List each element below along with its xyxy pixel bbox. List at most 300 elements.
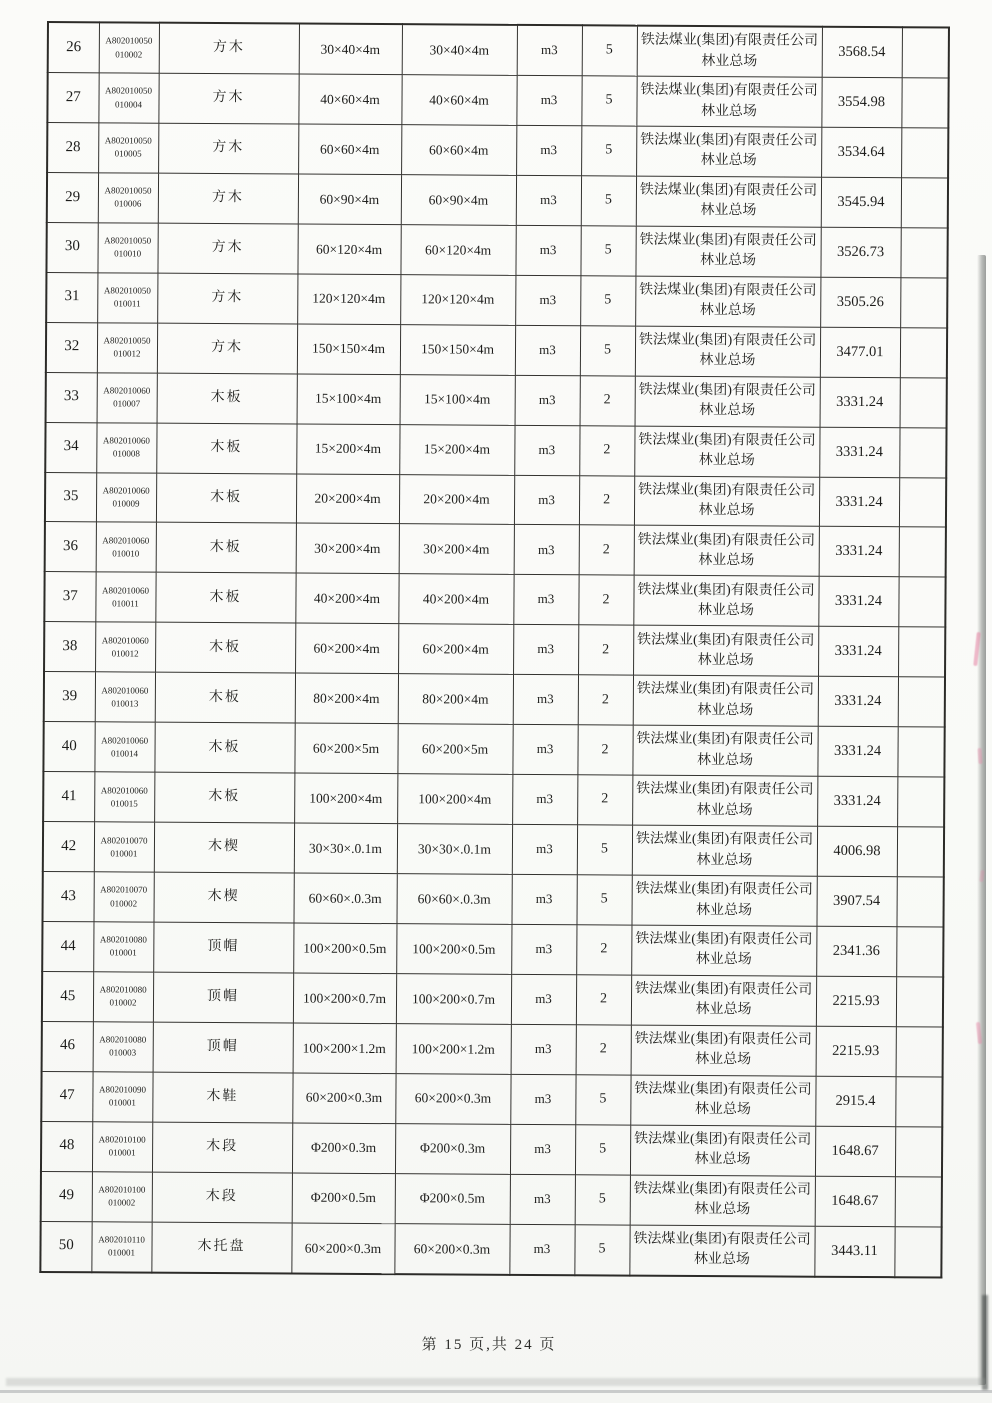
note	[895, 1126, 942, 1176]
table-row	[41, 1071, 942, 1126]
unit: m3	[511, 874, 576, 924]
quantity: 2	[579, 425, 634, 475]
scan-corner-shadow	[982, 1295, 988, 1390]
material-code	[97, 223, 157, 273]
table-row	[42, 872, 943, 927]
row-number: 27	[47, 73, 98, 123]
material-code	[95, 572, 155, 622]
spec-model-a: 15×200×4m	[296, 424, 399, 475]
material-code	[96, 422, 156, 472]
row-number: 43	[42, 872, 93, 922]
note	[899, 527, 946, 577]
quantity: 2	[578, 675, 633, 725]
spec-model-b: 30×200×4m	[399, 524, 514, 575]
material-name: 木板	[155, 573, 295, 624]
material-code	[92, 1072, 152, 1122]
price: 3526.73	[820, 227, 900, 277]
row-number: 47	[41, 1071, 92, 1121]
note	[895, 1077, 942, 1127]
row-number: 39	[44, 672, 95, 722]
spec-model-a: 100×200×4m	[294, 773, 397, 824]
material-code	[99, 22, 159, 73]
row-number: 34	[45, 422, 96, 472]
price: 3331.24	[819, 477, 899, 527]
spec-model-b: 60×200×5m	[397, 724, 512, 775]
spec-model-a: Φ200×0.5m	[292, 1173, 395, 1224]
material-code-line: A802010080	[99, 1034, 147, 1045]
quantity: 2	[579, 525, 634, 575]
unit: m3	[510, 1124, 575, 1174]
row-number: 42	[43, 822, 94, 872]
material-code-line: 010006	[114, 198, 142, 209]
supplier: 铁法煤业(集团)有限责任公司林业总场	[631, 925, 816, 976]
unit: m3	[516, 125, 581, 175]
supplier: 铁法煤业(集团)有限责任公司林业总场	[632, 825, 817, 876]
supplier: 铁法煤业(集团)有限责任公司林业总场	[633, 576, 818, 627]
supplier: 铁法煤业(集团)有限责任公司林业总场	[635, 276, 820, 327]
unit: m3	[511, 974, 576, 1024]
spec-model-a: 15×100×4m	[297, 374, 400, 425]
unit: m3	[513, 625, 578, 675]
price: 3331.24	[820, 377, 900, 427]
supplier: 铁法煤业(集团)有限责任公司林业总场	[633, 675, 818, 726]
material-code-line: 010009	[112, 498, 140, 509]
table-row	[42, 921, 943, 976]
material-code-line: 010011	[112, 598, 139, 609]
price: 3331.24	[819, 527, 899, 577]
material-code	[98, 123, 158, 173]
material-code-line: 010012	[113, 348, 141, 359]
spec-model-b: 60×60×4m	[401, 125, 516, 176]
material-code-line: 010001	[108, 1147, 136, 1158]
spec-model-a: 30×200×4m	[296, 524, 399, 575]
material-code-line: 010015	[110, 798, 138, 809]
quantity: 5	[580, 226, 635, 276]
spec-model-b: 30×30×.0.1m	[397, 824, 512, 875]
material-code	[95, 672, 155, 722]
material-code-line: A802010060	[101, 585, 150, 596]
price: 3331.24	[818, 627, 898, 677]
material-name: 方木	[158, 173, 298, 224]
spec-model-b: 60×90×4m	[401, 175, 516, 226]
spec-model-a: 120×120×4m	[297, 274, 400, 325]
material-code-line: A802010100	[98, 1134, 146, 1145]
unit: m3	[515, 375, 580, 425]
note	[900, 327, 947, 377]
materials-price-table-wrap	[39, 21, 948, 1278]
quantity: 5	[576, 875, 631, 925]
spec-model-b: 30×40×4m	[402, 24, 517, 75]
note	[896, 877, 943, 927]
material-code-line: A802010050	[105, 35, 153, 47]
unit: m3	[517, 25, 582, 76]
material-code	[94, 822, 154, 872]
quantity: 2	[576, 975, 631, 1025]
material-code-line: 010013	[111, 698, 139, 709]
supplier: 铁法煤业(集团)有限责任公司林业总场	[637, 26, 822, 78]
price: 3568.54	[822, 27, 902, 78]
spec-model-a: 60×60×4m	[298, 124, 401, 175]
material-code	[96, 522, 156, 572]
material-code-line: A802010060	[101, 685, 149, 696]
scan-bleed-mark	[976, 1022, 982, 1044]
spec-model-a: 60×200×5m	[294, 723, 397, 774]
note	[898, 627, 945, 677]
row-number: 44	[42, 921, 93, 971]
table-row	[41, 1171, 942, 1226]
spec-model-a: 30×30×.0.1m	[294, 823, 397, 874]
spec-model-a: 60×60×.0.3m	[293, 873, 396, 924]
unit: m3	[512, 725, 577, 775]
spec-model-b: Φ200×0.5m	[395, 1173, 510, 1224]
unit: m3	[515, 275, 580, 325]
note	[899, 427, 946, 477]
supplier: 铁法煤业(集团)有限责任公司林业总场	[630, 1125, 815, 1176]
price: 3331.24	[817, 726, 897, 776]
unit: m3	[509, 1224, 574, 1275]
supplier: 铁法煤业(集团)有限责任公司林业总场	[635, 376, 820, 427]
material-name: 顶帽	[153, 972, 293, 1023]
row-number: 49	[41, 1171, 92, 1221]
note	[901, 128, 948, 178]
quantity: 5	[582, 25, 637, 76]
unit: m3	[514, 475, 579, 525]
material-code-line: A802010090	[98, 1084, 147, 1095]
quantity: 5	[577, 825, 632, 875]
spec-model-a: 100×200×0.5m	[293, 923, 396, 974]
row-number: 29	[47, 172, 98, 222]
material-name: 方木	[157, 323, 297, 374]
quantity: 5	[580, 276, 635, 326]
material-name: 木板	[156, 423, 296, 474]
supplier: 铁法煤业(集团)有限责任公司林业总场	[634, 426, 819, 477]
table-row	[44, 622, 945, 677]
spec-model-b: 150×150×4m	[400, 324, 515, 375]
spec-model-b: 100×200×0.7m	[396, 974, 511, 1025]
row-number: 35	[45, 472, 96, 522]
table-row	[41, 1121, 942, 1176]
material-code-line: A802010100	[98, 1184, 146, 1195]
note	[900, 228, 947, 278]
material-code	[91, 1221, 151, 1272]
scan-bottom-edge-shadow	[6, 1378, 986, 1386]
scan-bleed-mark	[979, 870, 985, 882]
material-code-line: A802010060	[100, 784, 148, 796]
row-number: 28	[47, 122, 98, 172]
spec-model-b: 60×200×4m	[398, 624, 513, 675]
material-code-line: A802010070	[100, 884, 148, 896]
row-number: 38	[44, 622, 95, 672]
spec-model-b: 40×60×4m	[401, 75, 516, 126]
table-row	[46, 222, 947, 277]
note	[900, 278, 947, 328]
material-code-line: 010004	[114, 98, 143, 110]
material-code-line: 010011	[113, 298, 141, 309]
material-code-line: A802010060	[103, 385, 151, 396]
table-row	[44, 672, 945, 727]
material-name: 木段	[152, 1172, 292, 1223]
material-name: 木楔	[153, 872, 293, 923]
row-number: 30	[46, 222, 97, 272]
material-code-line: A802010080	[99, 934, 147, 946]
spec-model-a: 80×200×4m	[295, 673, 398, 724]
material-code	[96, 472, 156, 522]
quantity: 5	[575, 1174, 630, 1224]
material-name: 木楔	[154, 822, 294, 873]
quantity: 2	[578, 575, 633, 625]
note	[900, 377, 947, 427]
table-row	[44, 572, 945, 627]
material-code	[94, 722, 154, 772]
material-code-line: A802010050	[104, 135, 152, 147]
quantity: 2	[577, 775, 632, 825]
material-name: 木板	[155, 623, 295, 674]
price: 3545.94	[821, 177, 901, 227]
spec-model-b: 40×200×4m	[398, 574, 513, 625]
quantity: 2	[578, 625, 633, 675]
price: 3331.24	[819, 427, 899, 477]
note	[895, 1176, 942, 1226]
material-code-line: 010001	[110, 847, 138, 859]
price: 2915.4	[815, 1076, 895, 1126]
material-code	[97, 372, 157, 422]
price: 2215.93	[816, 1026, 896, 1076]
price: 3477.01	[820, 327, 900, 377]
material-code-line: A802010060	[102, 535, 150, 546]
note	[899, 477, 946, 527]
supplier: 铁法煤业(集团)有限责任公司林业总场	[629, 1225, 814, 1277]
spec-model-b: 60×60×.0.3m	[396, 874, 511, 925]
spec-model-a: 100×200×0.7m	[293, 973, 396, 1024]
material-code-line: 010012	[111, 648, 139, 659]
materials-table-body	[40, 22, 949, 1277]
scan-bleed-mark	[977, 748, 982, 764]
quantity: 5	[581, 176, 636, 226]
material-code	[93, 972, 153, 1022]
unit: m3	[512, 824, 577, 874]
table-row	[40, 1221, 941, 1277]
table-row	[46, 272, 947, 327]
material-name: 木托盘	[151, 1222, 291, 1274]
quantity: 5	[575, 1124, 630, 1174]
supplier: 铁法煤业(集团)有限责任公司林业总场	[635, 226, 820, 277]
supplier: 铁法煤业(集团)有限责任公司林业总场	[633, 625, 818, 676]
row-number: 26	[48, 22, 99, 73]
material-code-line: 010002	[109, 997, 137, 1008]
material-code-line: 010010	[114, 248, 142, 259]
material-name: 木板	[154, 772, 294, 823]
material-name: 木板	[155, 672, 295, 723]
spec-model-b: 120×120×4m	[400, 274, 515, 325]
scan-bleed-mark	[973, 632, 981, 666]
spec-model-b: Φ200×0.3m	[395, 1123, 510, 1174]
material-code	[98, 173, 158, 223]
supplier: 铁法煤业(集团)有限责任公司林业总场	[632, 775, 817, 826]
price: 3505.26	[820, 277, 900, 327]
note	[894, 1226, 941, 1277]
table-row	[45, 472, 946, 527]
supplier: 铁法煤业(集团)有限责任公司林业总场	[631, 875, 816, 926]
quantity: 2	[580, 375, 635, 425]
material-code-line: A802010050	[103, 285, 151, 296]
unit: m3	[512, 775, 577, 825]
material-code-line: A802010110	[98, 1234, 145, 1245]
material-code-line: A802010050	[103, 335, 151, 346]
unit: m3	[515, 225, 580, 275]
spec-model-b: 80×200×4m	[398, 674, 513, 725]
row-number: 50	[40, 1221, 91, 1272]
material-code-line: 010002	[110, 897, 138, 909]
quantity: 5	[581, 76, 636, 126]
unit: m3	[515, 325, 580, 375]
material-code	[94, 772, 154, 822]
note	[898, 677, 945, 727]
material-code-line: 010003	[109, 1047, 137, 1058]
material-code-line: 010007	[113, 398, 141, 409]
supplier: 铁法煤业(集团)有限责任公司林业总场	[630, 1175, 815, 1226]
supplier: 铁法煤业(集团)有限责任公司林业总场	[636, 126, 821, 177]
price: 3907.54	[816, 876, 896, 926]
material-code-line: 010001	[107, 1247, 136, 1258]
material-name: 木板	[154, 722, 294, 773]
material-code-line: A802010080	[99, 984, 147, 995]
material-code-line: 010008	[112, 448, 140, 459]
spec-model-a: Φ200×0.3m	[292, 1123, 395, 1174]
note	[898, 577, 945, 627]
table-row	[46, 372, 947, 427]
row-number: 31	[46, 272, 97, 322]
row-number: 32	[46, 322, 97, 372]
material-name: 木板	[156, 473, 296, 524]
spec-model-a: 60×200×4m	[295, 623, 398, 674]
material-code-line: A802010060	[101, 635, 149, 646]
note	[897, 777, 944, 827]
spec-model-a: 20×200×4m	[296, 474, 399, 525]
unit: m3	[511, 1024, 576, 1074]
table-row	[46, 322, 947, 377]
unit: m3	[510, 1174, 575, 1224]
material-name: 木鞋	[152, 1072, 292, 1123]
quantity: 2	[579, 475, 634, 525]
price: 2215.93	[816, 976, 896, 1026]
material-code	[93, 922, 153, 972]
table-row	[42, 971, 943, 1026]
note	[897, 727, 944, 777]
material-code-line: 010002	[108, 1197, 136, 1208]
unit: m3	[514, 425, 579, 475]
material-code-line: A802010050	[105, 85, 153, 97]
material-code	[97, 323, 157, 373]
note	[901, 78, 948, 128]
spec-model-b: 100×200×4m	[397, 774, 512, 825]
spec-model-a: 150×150×4m	[297, 324, 400, 375]
material-name: 方木	[159, 23, 299, 74]
price: 3443.11	[814, 1226, 894, 1277]
table-row	[48, 22, 949, 78]
material-code-line: A802010060	[102, 435, 150, 446]
note	[896, 1027, 943, 1077]
spec-model-a: 30×40×4m	[299, 24, 402, 75]
spec-model-b: 15×200×4m	[399, 424, 514, 475]
table-row	[42, 1021, 943, 1076]
material-code-line: 010001	[108, 1097, 136, 1108]
price: 1648.67	[815, 1126, 895, 1176]
scan-bottom-edge-line	[0, 1390, 992, 1393]
price: 3534.64	[821, 127, 901, 177]
material-name: 木板	[156, 523, 296, 574]
spec-model-b: 15×100×4m	[400, 374, 515, 425]
quantity: 2	[576, 925, 631, 975]
row-number: 41	[43, 772, 94, 822]
material-name: 方木	[157, 223, 297, 274]
price: 4006.98	[817, 826, 897, 876]
row-number: 46	[42, 1021, 93, 1071]
page-number-footer: 第 15 页,共 24 页	[421, 1337, 557, 1353]
row-number: 40	[43, 722, 94, 772]
quantity: 5	[575, 1075, 630, 1125]
material-name: 方木	[158, 123, 298, 174]
unit: m3	[513, 675, 578, 725]
material-code-line: A802010070	[100, 834, 148, 846]
unit: m3	[516, 75, 581, 125]
price: 1648.67	[815, 1176, 895, 1226]
material-name: 顶帽	[153, 1022, 293, 1073]
unit: m3	[511, 924, 576, 974]
supplier: 铁法煤业(集团)有限责任公司林业总场	[631, 1025, 816, 1076]
price: 3554.98	[821, 77, 901, 127]
spec-model-b: 100×200×0.5m	[396, 924, 511, 975]
price: 3331.24	[818, 577, 898, 627]
materials-price-table	[39, 21, 950, 1278]
supplier: 铁法煤业(集团)有限责任公司林业总场	[636, 176, 821, 227]
spec-model-a: 40×60×4m	[298, 74, 401, 125]
quantity: 5	[581, 126, 636, 176]
material-code	[95, 622, 155, 672]
spec-model-b: 60×200×0.3m	[395, 1073, 510, 1124]
unit: m3	[516, 175, 581, 225]
spec-model-b: 60×200×0.3m	[394, 1223, 509, 1275]
material-code-line: 010010	[112, 548, 140, 559]
price: 3331.24	[817, 776, 897, 826]
spec-model-b: 100×200×1.2m	[396, 1024, 511, 1075]
spec-model-a: 60×200×0.3m	[291, 1223, 394, 1275]
material-code-line: A802010050	[104, 185, 152, 196]
spec-model-a: 100×200×1.2m	[293, 1023, 396, 1074]
unit: m3	[510, 1074, 575, 1124]
scan-right-edge-shadow	[977, 255, 986, 1385]
unit: m3	[514, 525, 579, 575]
quantity: 5	[574, 1224, 629, 1275]
material-name: 方木	[158, 73, 298, 124]
note	[901, 178, 948, 228]
note	[902, 27, 949, 78]
material-name: 木段	[152, 1122, 292, 1173]
unit: m3	[513, 575, 578, 625]
table-row	[43, 822, 944, 877]
supplier: 铁法煤业(集团)有限责任公司林业总场	[634, 526, 819, 577]
quantity: 2	[577, 725, 632, 775]
material-code-line: 010005	[114, 148, 142, 160]
material-name: 木板	[157, 373, 297, 424]
material-code-line: 010014	[110, 748, 139, 759]
table-row	[47, 122, 948, 177]
table-row	[47, 172, 948, 227]
row-number: 37	[44, 572, 95, 622]
quantity: 2	[576, 1025, 631, 1075]
material-code	[98, 73, 158, 123]
material-code	[97, 273, 157, 323]
spec-model-a: 60×90×4m	[298, 174, 401, 225]
